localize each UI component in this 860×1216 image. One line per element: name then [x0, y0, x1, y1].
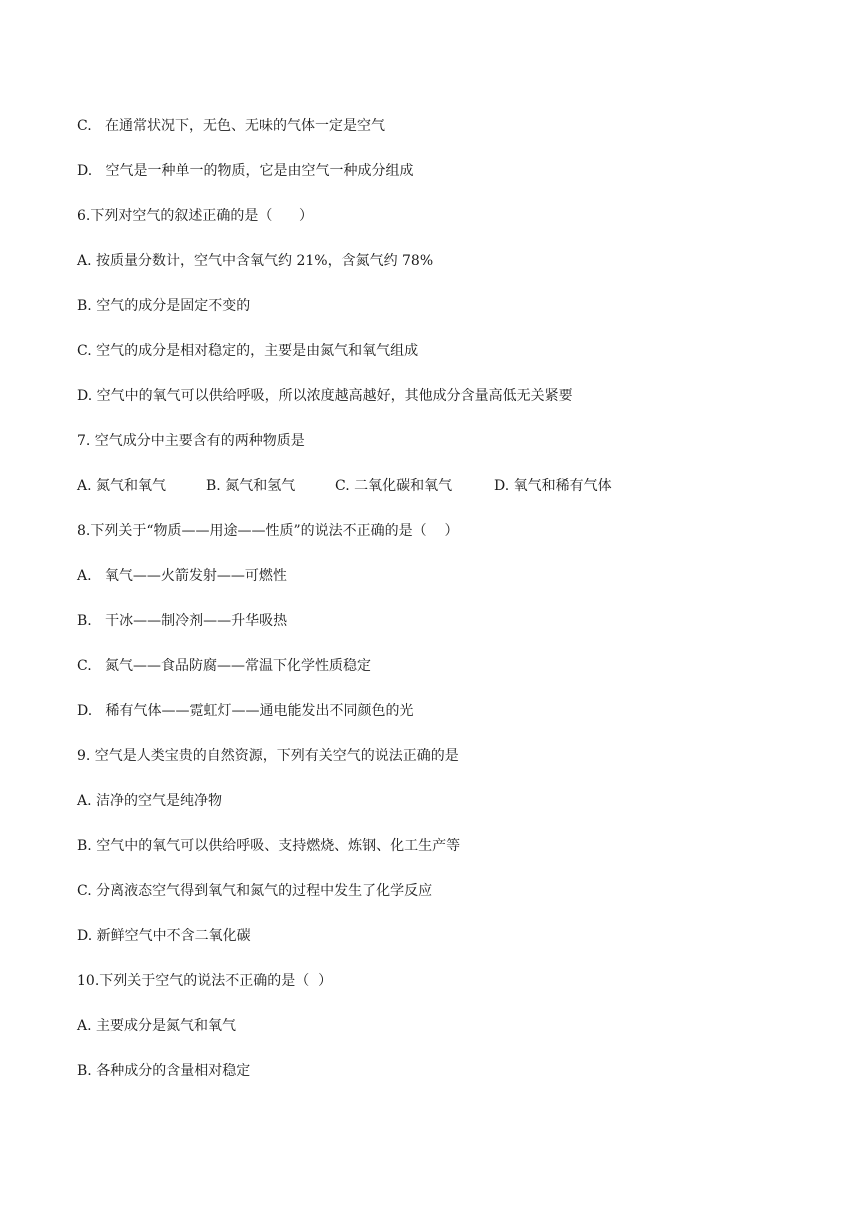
q9-option-b: B. 空气中的氧气可以供给呼吸、支持燃烧、炼钢、化工生产等	[77, 838, 461, 854]
q7-option-b: B. 氮气和氢气	[206, 478, 296, 494]
q8-option-c: C. 氮气——食品防腐——常温下化学性质稳定	[77, 658, 372, 674]
q7-option-d: D. 氧气和稀有气体	[494, 478, 612, 494]
q10-option-a: A. 主要成分是氮气和氧气	[77, 1018, 237, 1034]
q8-stem: 8.下列关于“物质——用途——性质”的说法不正确的是（ ）	[77, 523, 459, 539]
q8-option-d: D. 稀有气体——霓虹灯——通电能发出不同颜色的光	[77, 703, 414, 719]
q7-options-row	[77, 476, 677, 496]
q5-option-d: D. 空气是一种单一的物质，它是由空气一种成分组成	[77, 163, 414, 179]
q6-option-d: D. 空气中的氧气可以供给呼吸，所以浓度越高越好，其他成分含量高低无关紧要	[77, 388, 573, 404]
q7-option-a: A. 氮气和氧气	[77, 478, 167, 494]
q6-option-b: B. 空气的成分是固定不变的	[77, 298, 251, 314]
q5-option-c: C. 在通常状况下，无色、无味的气体一定是空气	[77, 118, 386, 134]
q7-stem: 7. 空气成分中主要含有的两种物质是	[77, 433, 305, 449]
q8-option-a: A. 氧气——火箭发射——可燃性	[77, 568, 287, 584]
q10-stem: 10.下列关于空气的说法不正确的是（ ）	[77, 973, 333, 989]
q8-option-b: B. 干冰——制冷剂——升华吸热	[77, 613, 288, 629]
q9-option-c: C. 分离液态空气得到氧气和氮气的过程中发生了化学反应	[77, 883, 433, 899]
q6-stem: 6.下列对空气的叙述正确的是（ ）	[77, 208, 314, 224]
q7-option-c: C. 二氧化碳和氧气	[335, 478, 453, 494]
q9-option-d: D. 新鲜空气中不含二氧化碳	[77, 928, 251, 944]
q9-option-a: A. 洁净的空气是纯净物	[77, 793, 223, 809]
q9-stem: 9. 空气是人类宝贵的自然资源，下列有关空气的说法正确的是	[77, 748, 459, 764]
q10-option-b: B. 各种成分的含量相对稳定	[77, 1063, 251, 1079]
q6-option-c: C. 空气的成分是相对稳定的，主要是由氮气和氧气组成	[77, 343, 419, 359]
q6-option-a: A. 按质量分数计，空气中含氧气约 21%，含氮气约 78%	[77, 253, 434, 269]
